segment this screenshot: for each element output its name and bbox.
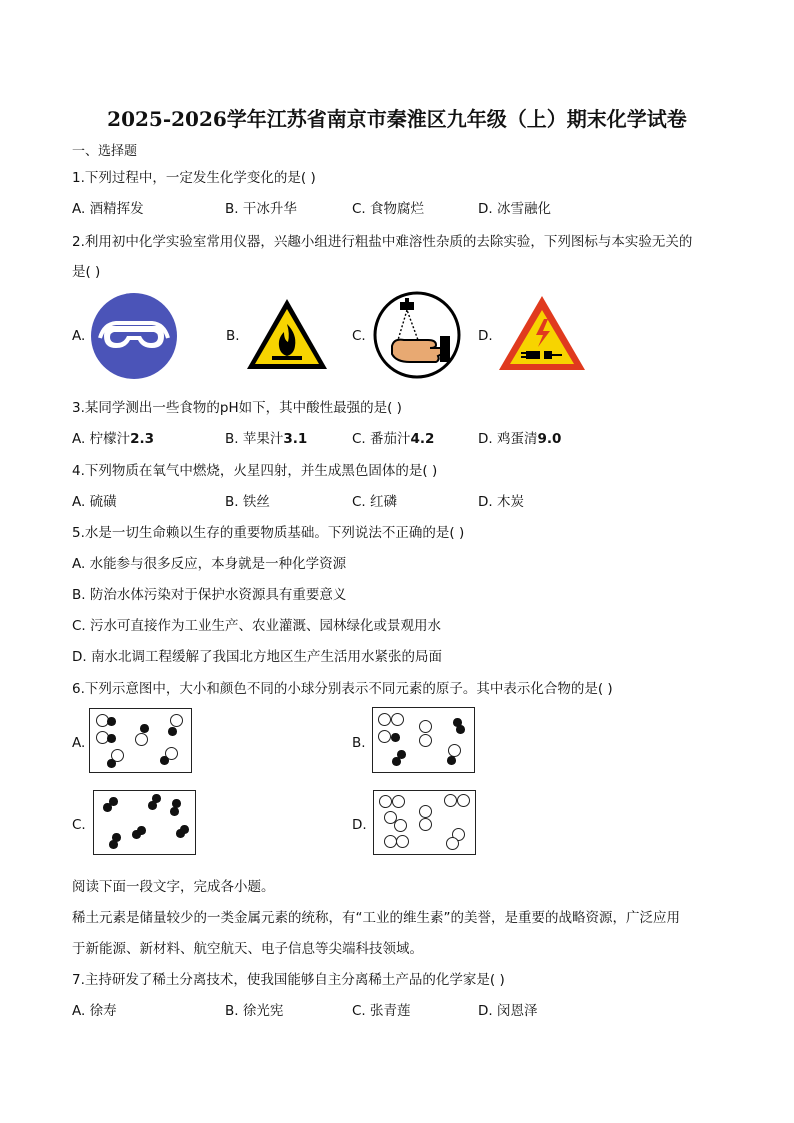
black-atom [140,724,149,733]
option-a-label[interactable]: A. [72,735,86,751]
white-atom [446,837,459,850]
black-atom [168,727,177,736]
black-atom [152,794,161,803]
option-c[interactable]: C. 食物腐烂 [352,201,425,217]
option-b[interactable] [225,427,307,447]
white-atom [457,794,470,807]
white-atom [419,734,432,747]
option-text: C. 番茄汁 [352,431,411,447]
option-b[interactable]: B. 铁丝 [225,494,270,510]
question-2-stem-line2: 是( ) [72,264,101,280]
option-d-label[interactable]: D. [478,328,493,344]
option-a[interactable] [72,427,154,447]
option-b[interactable]: B. 徐光宪 [225,1003,284,1019]
black-atom [107,734,116,743]
option-d[interactable] [478,427,561,447]
white-atom [444,794,457,807]
question-3-stem: 3.某同学测出一些食物的pH如下，其中酸性最强的是( ) [72,400,402,416]
flammable-warning-icon [244,296,330,372]
goggles-icon [90,292,178,380]
reading-paragraph-line2: 于新能源、新材料、航空航天、电子信息等尖端科技领域。 [72,941,423,957]
white-atom [135,733,148,746]
ph-value: 9.0 [537,431,562,447]
question-2-stem-line1: 2.利用初中化学实验室常用仪器，兴趣小组进行粗盐中难溶性杂质的去除实验，下列图标与本实验无关的 [72,234,693,250]
black-atom [180,825,189,834]
option-a[interactable]: A. 硫磺 [72,494,117,510]
black-atom [170,807,179,816]
black-atom [447,756,456,765]
particle-diagram-d [373,790,476,855]
white-atom [419,805,432,818]
option-c[interactable]: C. 张青莲 [352,1003,411,1019]
option-c-label[interactable]: C. [72,817,86,833]
black-atom [456,725,465,734]
question-1-stem: 1.下列过程中，一定发生化学变化的是( ) [72,170,316,186]
option-text: B. 苹果汁 [225,431,284,447]
white-atom [391,713,404,726]
section-heading: 一、选择题 [72,144,138,159]
option-c[interactable] [352,427,434,447]
white-atom [378,713,391,726]
option-b[interactable]: B. 干冰升华 [225,201,297,217]
white-atom [378,730,391,743]
white-atom [392,795,405,808]
particle-diagram-c [93,790,196,855]
black-atom [109,840,118,849]
white-atom [419,818,432,831]
black-atom [107,717,116,726]
option-d[interactable]: D. 闵恩泽 [478,1003,538,1019]
question-7-stem: 7.主持研发了稀土分离技术，使我国能够自主分离稀土产品的化学家是( ) [72,972,505,988]
question-6-stem: 6.下列示意图中，大小和颜色不同的小球分别表示不同元素的原子。其中表示化合物的是( ) [72,681,613,697]
ph-value: 4.2 [410,431,435,447]
option-b-label[interactable]: B. [226,328,240,344]
option-d-label[interactable]: D. [352,817,367,833]
ph-value: 3.1 [283,431,308,447]
option-a[interactable]: A. 水能参与很多反应，本身就是一种化学资源 [72,556,347,572]
option-d[interactable]: D. 南水北调工程缓解了我国北方地区生产生活用水紧张的局面 [72,649,442,665]
option-a-label[interactable]: A. [72,328,86,344]
option-d[interactable]: D. 木炭 [478,494,524,510]
black-atom [137,826,146,835]
black-atom [107,759,116,768]
particle-diagram-a [89,708,192,773]
black-atom [392,757,401,766]
particle-diagram-b [372,707,475,773]
page-title: 2025-2026学年江苏省南京市秦淮区九年级（上）期末化学试卷 [107,107,687,131]
question-4-stem: 4.下列物质在氧气中燃烧，火星四射，并生成黑色固体的是( ) [72,463,438,479]
option-b-label[interactable]: B. [352,735,366,751]
hand-washing-icon [370,290,464,380]
option-a[interactable]: A. 酒精挥发 [72,201,144,217]
black-atom [160,756,169,765]
white-atom [379,795,392,808]
option-b[interactable]: B. 防治水体污染对于保护水资源具有重要意义 [72,587,347,603]
option-a[interactable]: A. 徐寿 [72,1003,117,1019]
reading-intro: 阅读下面一段文字，完成各小题。 [72,879,275,895]
option-text: D. 鸡蛋清 [478,431,538,447]
white-atom [394,819,407,832]
white-atom [170,714,183,727]
option-c-label[interactable]: C. [352,328,366,344]
reading-paragraph-line1: 稀土元素是储量较少的一类金属元素的统称，有“工业的维生素”的美誉，是重要的战略资源，广泛应用 [72,910,680,926]
black-atom [109,797,118,806]
option-c[interactable]: C. 污水可直接作为工业生产、农业灌溉、园林绿化或景观用水 [72,618,442,634]
option-text: A. 柠檬汁 [72,431,131,447]
option-d[interactable]: D. 冰雪融化 [478,201,551,217]
option-c[interactable]: C. 红磷 [352,494,398,510]
ph-value: 2.3 [130,431,155,447]
white-atom [396,835,409,848]
question-5-stem: 5.水是一切生命赖以生存的重要物质基础。下列说法不正确的是( ) [72,525,465,541]
black-atom [391,733,400,742]
white-atom [419,720,432,733]
electric-hazard-icon [496,293,588,373]
